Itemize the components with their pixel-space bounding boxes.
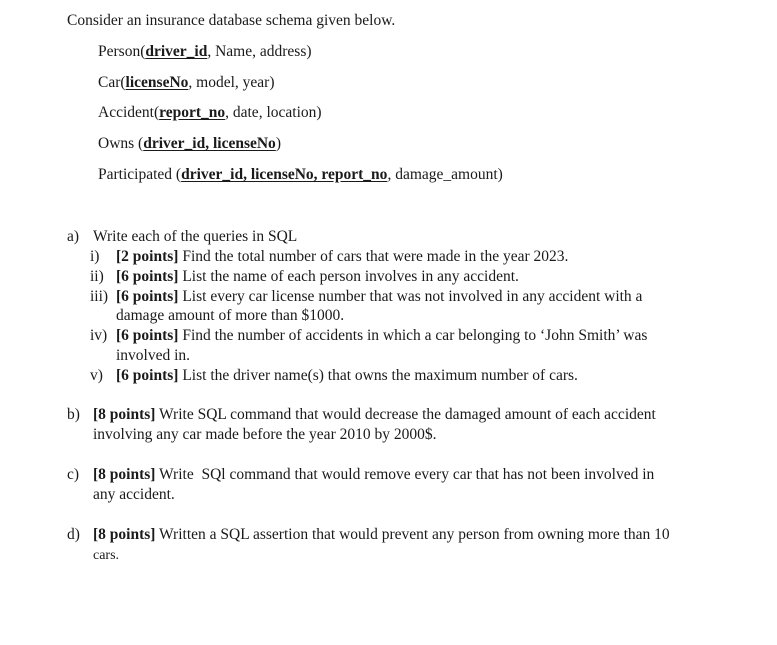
question-text-continued: involving any car made before the year 2010 by 2000$. [93,426,437,443]
subquestion-number: v) [90,366,103,384]
question-a [67,227,707,247]
primary-key: driver_id [145,43,208,60]
question-body [93,525,717,566]
subquestion-text-continued: damage amount of more than $1000. [116,307,345,325]
relation-name: Car( [98,74,126,91]
subquestion-ii [90,267,690,287]
primary-key: licenseNo [125,74,189,91]
subquestion-number: iii) [90,287,109,305]
points-label: [8 points] [93,406,156,423]
schema-accident [98,104,322,122]
question-body [93,405,707,445]
question-label: d) [67,526,80,543]
question-text: Write SQL command that would decrease the damaged amount of each accident [155,406,656,423]
schema-owns [98,135,281,153]
subquestion-text: Find the number of accidents in which a car belonging to ‘John Smith’ was [178,327,648,345]
subquestion-text-continued: involved in. [116,346,191,364]
relation-attributes: , date, location) [225,104,322,121]
question-label: a) [67,228,80,245]
subquestion-number: iv) [90,327,108,345]
relation-attributes: , damage_amount) [387,166,503,183]
primary-key: report_no [159,104,226,121]
question-d [67,525,717,566]
relation-name: Participated ( [98,166,182,183]
points-label: [8 points] [93,466,156,483]
subquestion-text: List the driver name(s) that owns the maximum number of cars. [178,366,578,384]
question-b [67,405,707,445]
question-text: Write SQl command that would remove every car that has not been involved in [155,466,655,483]
schema-person [98,43,312,61]
relation-attributes: , Name, address) [207,43,312,60]
subquestion-list [90,247,690,386]
subquestion-iv [90,326,690,366]
question-text: Written a SQL assertion that would prevent any person from owning more than 10 [155,526,670,543]
points-label: [8 points] [93,526,156,543]
subquestion-i [90,247,690,267]
subquestion-v [90,366,690,386]
question-text: Write each of the queries in SQL [93,228,298,245]
points-label: [6 points] [116,287,179,305]
points-label: [6 points] [116,327,179,345]
question-text-continued: any accident. [93,486,175,503]
relation-attributes: , model, year) [188,74,275,91]
schema-participated [98,166,503,184]
relation-attributes: ) [275,135,281,152]
question-c [67,465,707,505]
relation-name: Person( [98,43,146,60]
question-label: c) [67,466,80,483]
points-label: [2 points] [116,248,179,265]
primary-key: driver_id, licenseNo, report_no [181,166,388,183]
subquestion-number: ii) [90,267,104,285]
schema-car [98,74,274,92]
relation-name: Accident( [98,104,160,121]
subquestion-text: List the name of each person involves in any accident. [178,267,519,285]
question-label: b) [67,406,80,423]
points-label: [6 points] [116,267,179,285]
subquestion-text: List every car license number that was not involved in any accident with a [178,287,643,305]
primary-key: driver_id, licenseNo [143,135,276,152]
intro-text: Consider an insurance database schema given below. [67,12,396,29]
points-label: [6 points] [116,366,179,384]
question-text-continued: cars. [93,548,120,563]
subquestion-text: Find the total number of cars that were made in the year 2023. [178,248,569,265]
question-body [93,465,707,505]
subquestion-number: i) [90,248,100,265]
subquestion-iii [90,287,690,327]
relation-name: Owns ( [98,135,144,152]
